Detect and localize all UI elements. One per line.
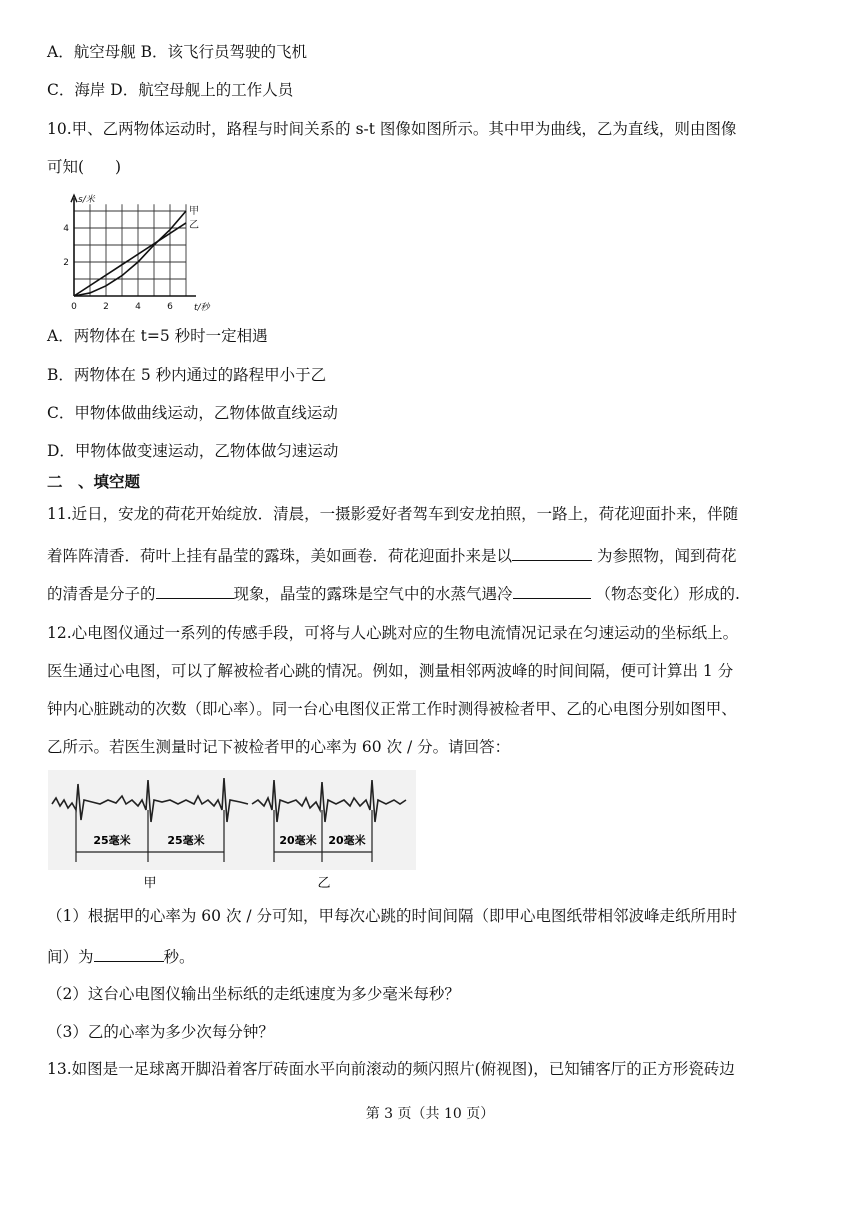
q10-option-c: C．甲物体做曲线运动，乙物体做直线运动 xyxy=(47,404,338,422)
q10-option-d: D．甲物体做变速运动，乙物体做匀速运动 xyxy=(47,442,339,460)
ecg-jia-label-2: 25毫米 xyxy=(167,834,205,847)
q12-part1-line2 xyxy=(47,945,195,967)
q12-line2: 医生通过心电图，可以了解被检者心跳的情况。例如，测量相邻两波峰的时间间隔，便可计算出 1 分 xyxy=(47,662,734,680)
st-graph-series xyxy=(74,211,186,296)
q9-option-cd: C．海岸 D．航空母舰上的工作人员 xyxy=(47,81,294,99)
ecg-yi-label-2: 20毫米 xyxy=(328,834,366,847)
ecg-jia-label-1: 25毫米 xyxy=(93,834,131,847)
st-graph-grid xyxy=(71,195,196,296)
q11-line3 xyxy=(47,582,740,604)
ecg-caption-yi: 乙 xyxy=(317,876,331,891)
q12-part1-text: 间）为 xyxy=(47,948,94,966)
q11-text: 为参照物，闻到荷花 xyxy=(592,547,737,565)
q11-text: 着阵阵清香．荷叶上挂有晶莹的露珠，美如画卷．荷花迎面扑来是以 xyxy=(47,547,513,565)
q9-option-ab: A．航空母舰 B．该飞行员驾驶的飞机 xyxy=(47,43,308,61)
q10-option-b: B．两物体在 5 秒内通过的路程甲小于乙 xyxy=(47,366,327,384)
q12-part1-blank[interactable] xyxy=(94,945,164,962)
q11-text: 现象，晶莹的露珠是空气中的水蒸气遇冷 xyxy=(233,585,513,603)
y-axis-label: s/米 xyxy=(78,195,95,205)
legend-yi: 乙 xyxy=(189,219,199,231)
q11-blank-3[interactable] xyxy=(513,582,591,599)
x-tick-label: 2 xyxy=(103,302,109,312)
ecg-figure xyxy=(48,770,416,892)
x-tick-label: 6 xyxy=(167,302,173,312)
x-axis-label: t/秒 xyxy=(194,303,210,313)
ecg-yi-label-1: 20毫米 xyxy=(279,834,317,847)
q13-line1: 13.如图是一足球离开脚沿着客厅砖面水平向前滚动的频闪照片(俯视图)，已知铺客厅的正方形瓷砖边 xyxy=(47,1060,735,1078)
page-footer: 第 3 页（共 10 页） xyxy=(365,1106,495,1122)
series-yi-line xyxy=(74,223,186,296)
q12-part1-line1: （1）根据甲的心率为 60 次 / 分可知，甲每次心跳的时间间隔（即甲心电图纸带相邻波峰走纸所用时 xyxy=(47,907,738,925)
y-tick-label: 2 xyxy=(63,258,69,268)
ecg-paper xyxy=(48,770,416,870)
q12-part2: （2）这台心电图仪输出坐标纸的走纸速度为多少毫米每秒？ xyxy=(47,985,460,1003)
legend-jia: 甲 xyxy=(189,206,199,217)
q12-part1-text: 秒。 xyxy=(163,948,195,966)
q11-text: （物态变化）形成的. xyxy=(590,585,740,603)
q10-stem-line2: 可知( ) xyxy=(47,158,122,176)
st-graph xyxy=(50,192,220,316)
q12-line4: 乙所示。若医生测量时记下被检者甲的心率为 60 次 / 分。请回答： xyxy=(47,738,511,756)
x-tick-label: 4 xyxy=(135,302,141,312)
y-tick-label: 4 xyxy=(63,224,69,234)
q11-line2 xyxy=(47,544,736,566)
q11-line1: 11.近日，安龙的荷花开始绽放．清晨，一摄影爱好者驾车到安龙拍照，一路上，荷花迎面扑来，伴随 xyxy=(47,505,739,523)
q12-line1: 12.心电图仪通过一系列的传感手段，可将与人心跳对应的生物电流情况记录在匀速运动的坐标纸上。 xyxy=(47,624,739,642)
q10-stem-line1: 10.甲、乙两物体运动时，路程与时间关系的 s-t 图像如图所示。其中甲为曲线，乙为直线，则由图像 xyxy=(47,120,737,138)
ecg-caption-jia: 甲 xyxy=(143,876,157,891)
q11-blank-1[interactable] xyxy=(512,544,592,561)
section-heading-fill-in: 二 、填空题 xyxy=(47,472,141,491)
x-tick-label: 0 xyxy=(71,302,77,312)
q10-option-a: A．两物体在 t=5 秒时一定相遇 xyxy=(47,327,268,345)
q12-line3: 钟内心脏跳动的次数（即心率）。同一台心电图仪正常工作时测得被检者甲、乙的心电图分别如图甲、 xyxy=(47,700,737,718)
series-jia-curve xyxy=(74,211,186,296)
q11-text: 的清香是分子的 xyxy=(47,585,156,603)
q12-part3: （3）乙的心率为多少次每分钟？ xyxy=(47,1023,274,1041)
q11-blank-2[interactable] xyxy=(156,582,234,599)
